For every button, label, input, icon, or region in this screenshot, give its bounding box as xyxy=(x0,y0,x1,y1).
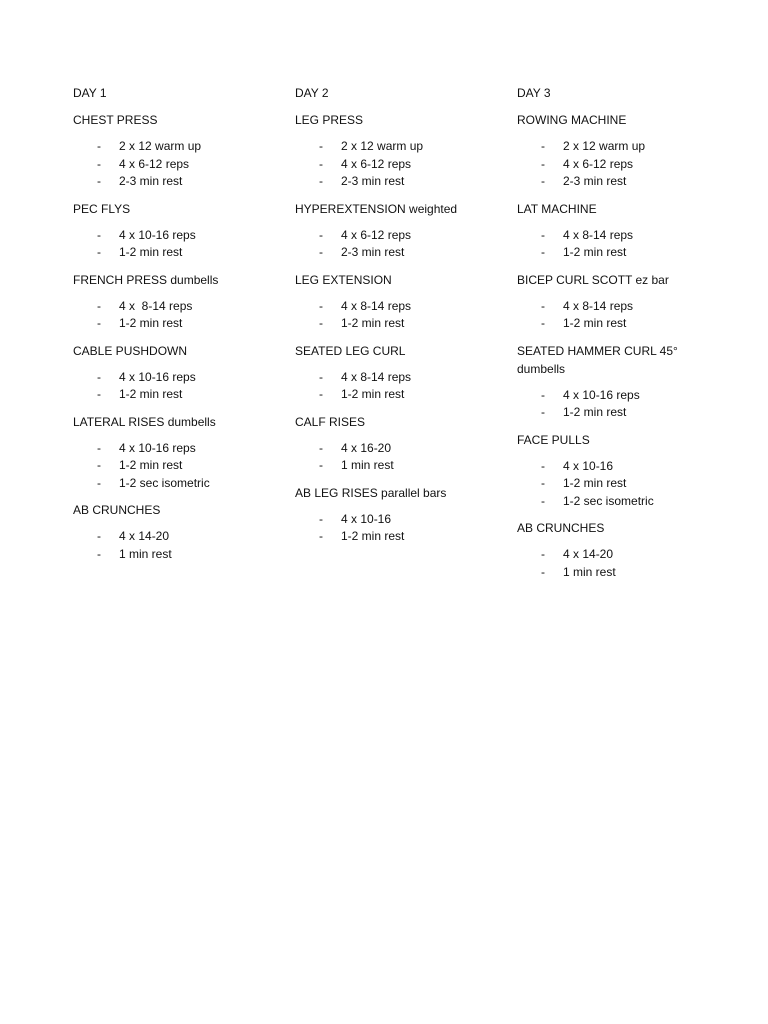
dash-bullet-icon: - xyxy=(319,316,323,330)
exercise-block xyxy=(295,342,517,404)
exercise-detail-text: 1-2 min rest xyxy=(563,316,627,330)
exercise-name: SEATED HAMMER CURL 45° dumbells xyxy=(517,343,678,376)
exercise-name: CHEST PRESS xyxy=(73,113,158,127)
exercise-name: LATERAL RISES dumbells xyxy=(73,414,216,429)
exercise-detail-text: 1-2 min rest xyxy=(563,245,627,259)
dash-bullet-icon: - xyxy=(97,245,101,259)
dash-bullet-icon: - xyxy=(541,476,545,490)
exercise-detail-text: 1 min rest xyxy=(119,546,172,561)
dash-bullet-icon: - xyxy=(319,511,323,526)
exercise-detail-text: 4 x 8-14 reps xyxy=(119,298,193,313)
exercise-detail-text: 1-2 min rest xyxy=(341,529,405,543)
dash-bullet-icon: - xyxy=(541,564,545,579)
exercise-detail-list xyxy=(295,511,517,546)
exercise-detail-text: 4 x 8-14 reps xyxy=(563,298,634,313)
exercise-detail-list xyxy=(295,440,517,475)
exercise-detail-text: 4 x 14-20 xyxy=(563,547,614,561)
exercise-detail-item xyxy=(73,227,295,245)
exercise-name: AB CRUNCHES xyxy=(73,503,161,517)
dash-bullet-icon: - xyxy=(319,156,323,171)
dash-bullet-icon: - xyxy=(319,227,323,242)
dash-bullet-icon: - xyxy=(97,139,101,153)
exercise-detail-item xyxy=(295,138,517,156)
exercise-detail-item xyxy=(73,475,295,493)
exercise-block xyxy=(517,111,697,191)
exercise-detail-item xyxy=(517,404,697,422)
exercise-block xyxy=(517,431,697,511)
dash-bullet-icon: - xyxy=(541,245,545,259)
exercise-detail-text: 4 x 10-16 xyxy=(341,511,392,526)
exercise-detail-list xyxy=(73,369,295,404)
exercise-detail-text: 1-2 min rest xyxy=(563,476,627,490)
exercise-detail-list xyxy=(517,458,697,511)
exercise-detail-item xyxy=(73,386,295,404)
exercise-detail-text: 1 min rest xyxy=(341,458,394,472)
exercise-name: FACE PULLS xyxy=(517,432,590,447)
exercise-detail-list xyxy=(295,227,517,262)
exercise-block xyxy=(73,111,295,191)
exercise-block xyxy=(73,501,295,563)
day-column xyxy=(295,84,517,590)
exercise-detail-item xyxy=(73,315,295,333)
exercise-detail-item xyxy=(295,156,517,174)
dash-bullet-icon: - xyxy=(541,156,545,171)
exercise-detail-item xyxy=(295,227,517,245)
exercise-detail-item xyxy=(517,244,697,262)
exercise-detail-item xyxy=(73,440,295,458)
exercise-detail-item xyxy=(295,173,517,191)
exercise-detail-item xyxy=(73,298,295,316)
exercise-detail-list xyxy=(517,546,697,581)
exercise-detail-text: 1-2 min rest xyxy=(119,458,183,472)
dash-bullet-icon: - xyxy=(97,369,101,384)
exercise-block xyxy=(517,342,697,422)
exercise-detail-item xyxy=(73,528,295,546)
exercise-detail-list xyxy=(73,528,295,563)
day-column xyxy=(73,84,295,590)
dash-bullet-icon: - xyxy=(97,475,101,490)
dash-bullet-icon: - xyxy=(319,369,323,384)
exercise-name: LEG PRESS xyxy=(295,113,364,127)
exercise-block xyxy=(295,413,517,475)
dash-bullet-icon: - xyxy=(97,546,101,561)
exercise-detail-text: 1-2 min rest xyxy=(119,387,183,401)
exercise-name: AB LEG RISES parallel bars xyxy=(295,485,447,500)
exercise-name: ROWING MACHINE xyxy=(517,113,627,127)
exercise-detail-text: 4 x 6-12 reps xyxy=(341,227,412,242)
exercise-block xyxy=(295,111,517,191)
exercise-detail-item xyxy=(73,173,295,191)
dash-bullet-icon: - xyxy=(541,298,545,313)
exercise-detail-text: 4 x 10-16 reps xyxy=(119,227,196,242)
workout-plan xyxy=(73,84,733,590)
exercise-name: BICEP CURL SCOTT ez bar xyxy=(517,272,669,287)
exercise-name: AB CRUNCHES xyxy=(517,521,605,535)
exercise-detail-list xyxy=(73,440,295,493)
exercise-detail-item xyxy=(517,138,697,156)
dash-bullet-icon: - xyxy=(97,174,101,188)
exercise-block xyxy=(517,271,697,333)
exercise-detail-item xyxy=(517,546,697,564)
exercise-block xyxy=(295,271,517,333)
exercise-detail-item xyxy=(295,440,517,458)
dash-bullet-icon: - xyxy=(541,547,545,561)
exercise-name: CALF RISES xyxy=(295,414,366,429)
dash-bullet-icon: - xyxy=(97,387,101,401)
exercise-detail-item xyxy=(295,369,517,387)
exercise-detail-item xyxy=(295,298,517,316)
exercise-name: HYPEREXTENSION weighted xyxy=(295,201,458,216)
dash-bullet-icon: - xyxy=(541,174,545,188)
exercise-detail-text: 4 x 10-16 reps xyxy=(119,369,196,384)
exercise-detail-text: 4 x 8-14 reps xyxy=(341,369,412,384)
dash-bullet-icon: - xyxy=(97,458,101,472)
exercise-detail-text: 2-3 min rest xyxy=(341,245,405,259)
exercise-detail-text: 4 x 14-20 xyxy=(119,529,170,543)
exercise-detail-text: 1-2 min rest xyxy=(119,316,183,330)
exercise-detail-text: 2 x 12 warm up xyxy=(119,139,202,153)
exercise-detail-text: 4 x 6-12 reps xyxy=(341,156,412,171)
exercise-name: SEATED LEG CURL xyxy=(295,343,406,358)
dash-bullet-icon: - xyxy=(319,440,323,455)
exercise-detail-text: 4 x 6-12 reps xyxy=(563,156,634,171)
exercise-detail-item xyxy=(517,493,697,511)
exercise-detail-text: 4 x 8-14 reps xyxy=(341,298,412,313)
exercise-detail-text: 1-2 min rest xyxy=(563,405,627,419)
dash-bullet-icon: - xyxy=(541,387,545,402)
exercise-detail-list xyxy=(73,138,295,191)
exercise-detail-text: 4 x 6-12 reps xyxy=(119,156,190,171)
exercise-detail-text: 4 x 8-14 reps xyxy=(563,227,634,242)
exercise-detail-item xyxy=(517,156,697,174)
exercise-detail-text: 1-2 sec isometric xyxy=(119,475,210,490)
exercise-detail-item xyxy=(295,457,517,475)
exercise-detail-item xyxy=(73,244,295,262)
exercise-detail-text: 4 x 10-16 reps xyxy=(119,440,196,455)
dash-bullet-icon: - xyxy=(319,529,323,543)
exercise-detail-item xyxy=(295,315,517,333)
exercise-detail-list xyxy=(517,227,697,262)
exercise-block xyxy=(73,271,295,333)
dash-bullet-icon: - xyxy=(319,245,323,259)
dash-bullet-icon: - xyxy=(97,298,101,313)
dash-bullet-icon: - xyxy=(319,139,323,153)
exercise-detail-text: 2 x 12 warm up xyxy=(563,139,646,153)
exercise-detail-item xyxy=(517,475,697,493)
exercise-block xyxy=(73,413,295,493)
exercise-name: FRENCH PRESS dumbells xyxy=(73,272,219,287)
exercise-detail-item xyxy=(517,227,697,245)
exercise-block xyxy=(517,200,697,262)
exercise-detail-item xyxy=(517,298,697,316)
exercise-name: PEC FLYS xyxy=(73,201,131,216)
exercise-detail-item xyxy=(517,315,697,333)
exercise-detail-list xyxy=(517,138,697,191)
dash-bullet-icon: - xyxy=(541,493,545,508)
dash-bullet-icon: - xyxy=(541,316,545,330)
exercise-block xyxy=(517,519,697,581)
dash-bullet-icon: - xyxy=(319,387,323,401)
exercise-detail-list xyxy=(517,298,697,333)
dash-bullet-icon: - xyxy=(541,139,545,153)
day-title: DAY 1 xyxy=(73,86,107,100)
dash-bullet-icon: - xyxy=(541,458,545,473)
exercise-detail-text: 1-2 min rest xyxy=(341,387,405,401)
dash-bullet-icon: - xyxy=(541,405,545,419)
exercise-name: CABLE PUSHDOWN xyxy=(73,343,188,358)
dash-bullet-icon: - xyxy=(319,298,323,313)
dash-bullet-icon: - xyxy=(97,440,101,455)
exercise-detail-item xyxy=(295,528,517,546)
exercise-name: LAT MACHINE xyxy=(517,201,597,216)
exercise-detail-text: 1 min rest xyxy=(563,564,616,579)
exercise-detail-text: 2-3 min rest xyxy=(119,174,183,188)
dash-bullet-icon: - xyxy=(97,529,101,543)
exercise-detail-text: 4 x 10-16 xyxy=(563,458,614,473)
exercise-name: LEG EXTENSION xyxy=(295,272,392,287)
dash-bullet-icon: - xyxy=(97,316,101,330)
exercise-detail-list xyxy=(517,387,697,422)
exercise-detail-text: 1-2 min rest xyxy=(119,245,183,259)
dash-bullet-icon: - xyxy=(97,156,101,171)
exercise-detail-text: 2-3 min rest xyxy=(341,174,405,188)
exercise-detail-text: 4 x 10-16 reps xyxy=(563,387,640,402)
day-title: DAY 3 xyxy=(517,86,551,100)
exercise-detail-text: 2 x 12 warm up xyxy=(341,139,424,153)
dash-bullet-icon: - xyxy=(319,458,323,472)
dash-bullet-icon: - xyxy=(541,227,545,242)
exercise-detail-text: 1-2 min rest xyxy=(341,316,405,330)
exercise-detail-item xyxy=(73,457,295,475)
exercise-detail-item xyxy=(73,156,295,174)
exercise-detail-item xyxy=(73,138,295,156)
exercise-block xyxy=(295,200,517,262)
exercise-detail-list xyxy=(73,227,295,262)
day-title: DAY 2 xyxy=(295,86,329,100)
exercise-block xyxy=(73,342,295,404)
exercise-detail-text: 1-2 sec isometric xyxy=(563,493,654,508)
exercise-detail-list xyxy=(295,298,517,333)
exercise-detail-item xyxy=(73,546,295,564)
exercise-block xyxy=(295,484,517,546)
exercise-detail-list xyxy=(295,138,517,191)
exercise-detail-item xyxy=(517,387,697,405)
exercise-detail-text: 2-3 min rest xyxy=(563,174,627,188)
exercise-detail-list xyxy=(73,298,295,333)
exercise-detail-item xyxy=(295,386,517,404)
exercise-block xyxy=(73,200,295,262)
exercise-detail-item xyxy=(73,369,295,387)
exercise-detail-text: 4 x 16-20 xyxy=(341,440,392,455)
exercise-detail-item xyxy=(517,173,697,191)
dash-bullet-icon: - xyxy=(319,174,323,188)
exercise-detail-item xyxy=(517,458,697,476)
exercise-detail-item xyxy=(517,564,697,582)
exercise-detail-item xyxy=(295,511,517,529)
day-column xyxy=(517,84,697,590)
exercise-detail-item xyxy=(295,244,517,262)
exercise-detail-list xyxy=(295,369,517,404)
dash-bullet-icon: - xyxy=(97,227,101,242)
